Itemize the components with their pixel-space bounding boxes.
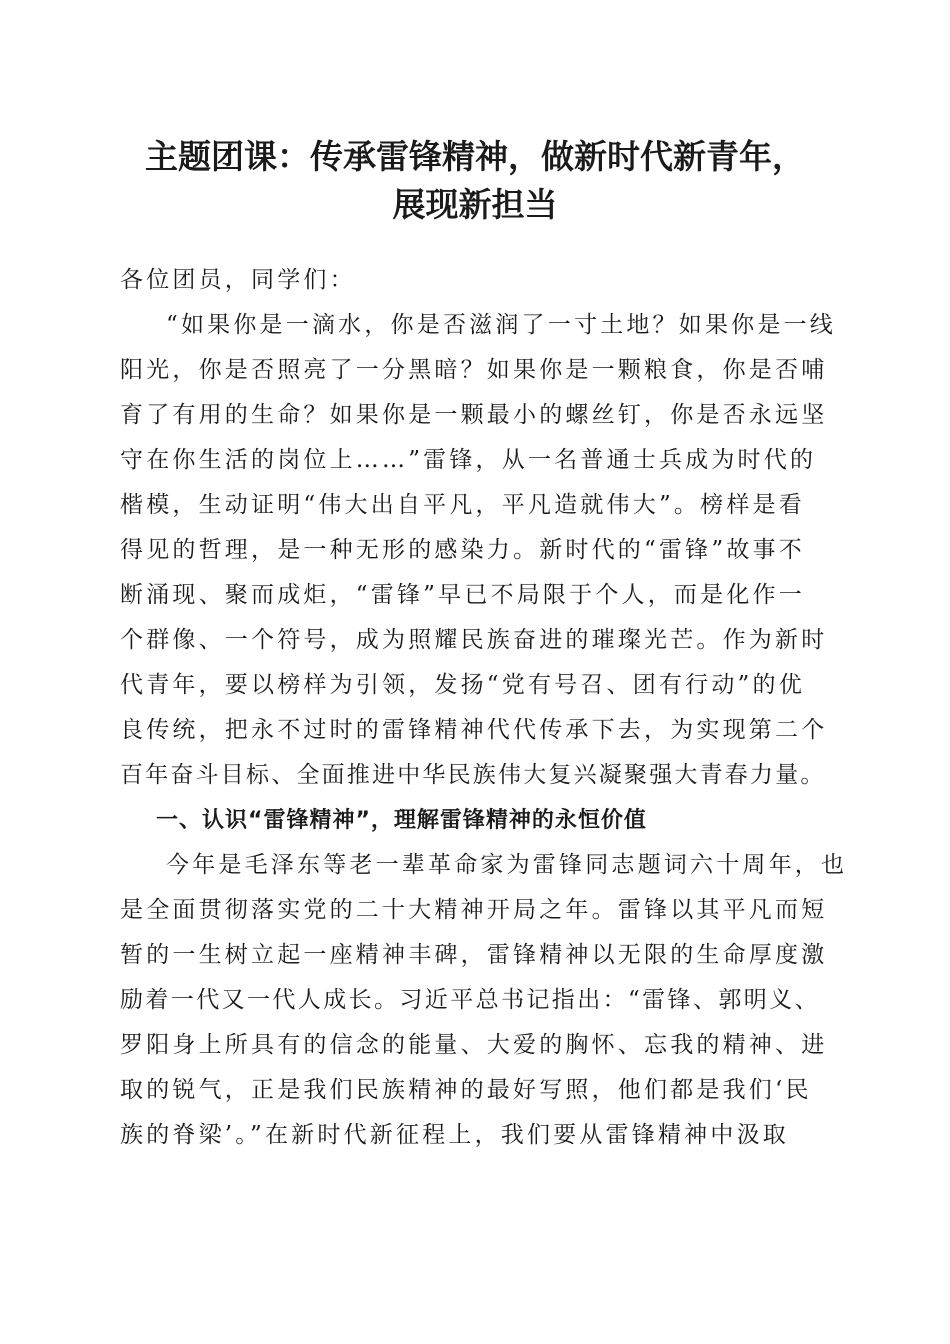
document-title xyxy=(110,133,840,229)
paragraph-line: 良传统，把永不过时的雷锋精神代代传承下去，为实现第二个 xyxy=(120,717,828,743)
paragraph-line: 守在你生活的岗位上……”雷锋，从一名普通士兵成为时代的 xyxy=(120,447,817,473)
title-line: 展现新担当 xyxy=(392,185,558,224)
paragraph-2 xyxy=(120,843,848,1158)
paragraph-line: 个群像、一个符号，成为照耀民族奋进的璀璨光芒。作为新时 xyxy=(120,627,828,653)
paragraph-line: 得见的哲理，是一种无形的感染力。新时代的“雷锋”故事不 xyxy=(120,537,805,563)
section-heading: 一、认识“雷锋精神”，理解雷锋精神的永恒价值 xyxy=(156,808,647,833)
salutation: 各位团员，同学们： xyxy=(120,267,356,293)
paragraph-line: 阳光，你是否照亮了一分黑暗？如果你是一颗粮食，你是否哺 xyxy=(120,357,828,383)
title-line: 主题团课：传承雷锋精神，做新时代新青年， xyxy=(145,137,805,176)
paragraph-line: 代青年，要以榜样为引领，发扬“党有号召、团有行动”的优 xyxy=(120,672,805,698)
paragraph-line: 暂的一生树立起一座精神丰碑，雷锋精神以无限的生命厚度激 xyxy=(120,942,828,968)
paragraph-line: 取的锐气，正是我们民族精神的最好写照，他们都是我们‘民 xyxy=(120,1077,812,1103)
paragraph-1 xyxy=(120,303,840,798)
paragraph-line: 是全面贯彻落实党的二十大精神开局之年。雷锋以其平凡而短 xyxy=(120,897,828,923)
paragraph-line: “如果你是一滴水，你是否滋润了一寸土地？如果你是一线 xyxy=(166,312,836,338)
paragraph-line: 育了有用的生命？如果你是一颗最小的螺丝钉，你是否永远坚 xyxy=(120,402,828,428)
paragraph-line: 族的脊梁’。”在新时代新征程上，我们要从雷锋精神中汲取 xyxy=(120,1122,789,1148)
document-body xyxy=(120,258,848,1158)
paragraph-line: 今年是毛泽东等老一辈革命家为雷锋同志题词六十周年，也 xyxy=(166,852,848,878)
paragraph-line: 断涌现、聚而成炬，“雷锋”早已不局限于个人，而是化作一 xyxy=(120,582,805,608)
paragraph-line: 励着一代又一代人成长。习近平总书记指出：“雷锋、郭明义、 xyxy=(120,987,820,1013)
paragraph-line: 百年奋斗目标、全面推进中华民族伟大复兴凝聚强大青春力量。 xyxy=(120,762,826,788)
paragraph-line: 楷模，生动证明“伟大出自平凡，平凡造就伟大”。榜样是看 xyxy=(120,492,805,518)
paragraph-line: 罗阳身上所具有的信念的能量、大爱的胸怀、忘我的精神、进 xyxy=(120,1032,828,1058)
